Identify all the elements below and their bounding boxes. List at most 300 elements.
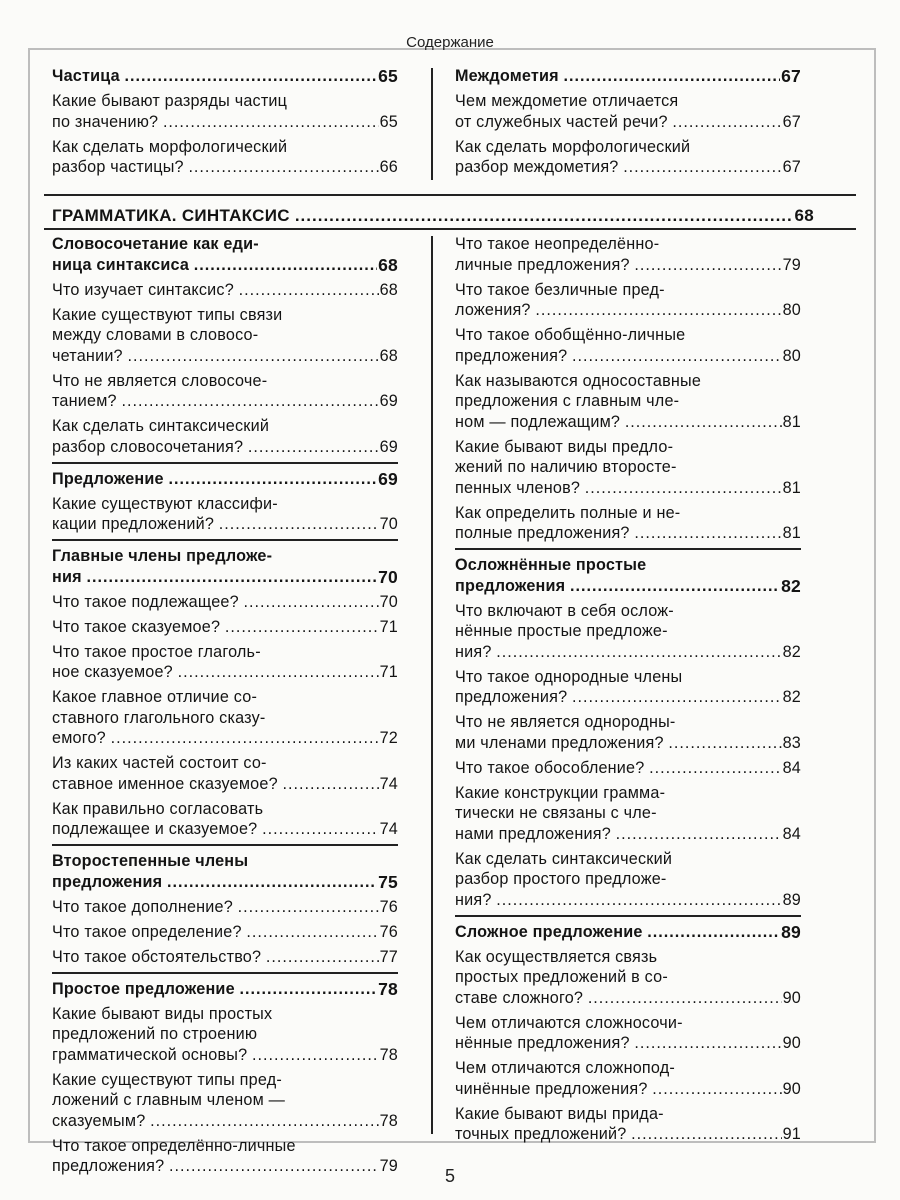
toc-text: Чем отличаются сложносочи- [455,1013,683,1032]
toc-entry [455,325,801,366]
toc-line [455,1079,801,1100]
leader-dots [239,280,379,301]
toc-page-number: 68 [379,346,398,365]
toc-line [52,157,398,178]
toc-page-number: 79 [782,255,801,274]
toc-text: Что такое неопределённо- [455,235,660,253]
toc-text: ния? [455,890,497,909]
toc-text: разбор простого предложе- [455,870,667,888]
toc-line [52,305,398,326]
toc-page-number: 68 [378,254,398,275]
toc-text: Что такое дополнение? [52,897,238,916]
toc-text: Что такое определённо-личные [52,1136,296,1155]
toc-line [52,469,398,490]
toc-line [52,819,398,840]
toc-line [455,300,801,321]
toc-entry [52,897,398,918]
toc-entry [52,280,398,301]
toc-line [455,157,801,178]
toc-entry [52,91,398,132]
toc-entry [455,137,801,178]
toc-text: Осложнённые простые [455,556,647,574]
toc-page-number: 76 [379,922,398,941]
toc-page-number: 72 [379,729,398,747]
toc-page-number: 90 [782,988,801,1007]
toc-text: разбор словосочетания? [52,437,248,456]
section-title-text: ГРАММАТИКА. СИНТАКСИС [52,206,295,225]
toc-page-number: 78 [379,1111,398,1130]
toc-line [455,1013,801,1034]
toc-line [455,988,801,1009]
toc-text: тически не связаны с чле- [455,804,657,822]
leader-dots [570,576,780,597]
toc-line [455,869,801,890]
toc-line [52,1090,398,1111]
toc-text: ставе сложного? [455,988,588,1007]
toc-entry [455,667,801,708]
toc-entry [52,642,398,683]
toc-page-number: 75 [378,871,398,892]
toc-entry [52,371,398,412]
toc-page-number: 66 [379,158,398,176]
toc-line [52,280,398,301]
leader-dots [625,412,782,433]
toc-text: четании? [52,346,128,365]
toc-page-number: 71 [379,663,398,681]
toc-line [455,890,801,911]
toc-page-number: 65 [378,66,398,86]
toc-page-number: 69 [379,437,398,456]
toc-line [52,947,398,968]
toc-heading [52,234,398,275]
toc-text: предложения? [455,346,572,365]
toc-entry [455,234,801,275]
toc-line [52,494,398,515]
toc-text: Какие конструкции грамма- [455,783,666,802]
toc-entry [52,617,398,638]
toc-left-column [52,234,398,1181]
toc-page-number: 74 [379,774,398,793]
toc-line [52,1004,398,1025]
rule-above-section [44,194,856,196]
toc-text: танием? [52,392,122,410]
toc-text: Что такое однородные члены [455,667,683,686]
toc-line [455,346,801,367]
toc-text: Чем междометие отличается [455,92,679,110]
toc-page-number: 90 [782,1079,801,1098]
toc-text: Что такое сказуемое? [52,617,225,636]
toc-text: Как называются односоставные [455,371,702,390]
toc-line [52,325,398,346]
toc-line [455,91,801,112]
toc-line [52,897,398,918]
toc-text: предложения с главным чле- [455,392,680,410]
leader-dots [631,1124,781,1145]
toc-text: от служебных частей речи? [455,112,673,131]
toc-page-number: 82 [781,575,801,596]
toc-text: нами предложения? [455,824,616,843]
toc-line [455,391,801,412]
toc-line [455,758,801,779]
toc-line [52,567,398,588]
toc-line [52,66,398,87]
toc-page-number: 89 [782,890,801,909]
leader-dots [248,437,379,458]
toc-line [52,391,398,412]
toc-heading [455,548,801,596]
toc-heading [455,915,801,943]
leader-dots [647,922,780,943]
toc-page-number: 82 [782,642,801,661]
toc-text: Какие существуют типы связи [52,305,283,324]
toc-line [455,849,801,870]
toc-heading [52,539,398,587]
toc-heading [52,972,398,1000]
toc-text: Что включают в себя ослож- [455,601,674,620]
leader-dots [194,255,377,276]
leader-dots [668,733,781,754]
leader-dots [111,728,379,749]
toc-line [455,1058,801,1079]
leader-dots [239,979,377,1000]
leader-dots [266,947,379,968]
toc-page-number: 78 [378,978,398,999]
toc-text: емого? [52,729,111,747]
toc-line [52,137,398,158]
toc-heading [52,66,398,87]
toc-text: нённые предложения? [455,1034,635,1052]
toc-text: Что изучает синтаксис? [52,280,239,299]
toc-page-number: 71 [379,617,398,636]
leader-dots [150,1111,378,1132]
leader-dots [496,890,781,911]
toc-top-right-column [455,66,801,182]
toc-line [455,687,801,708]
leader-dots [588,988,782,1009]
toc-line [52,234,398,255]
toc-page-number: 70 [379,592,398,611]
toc-line [52,416,398,437]
toc-line [455,601,801,622]
leader-dots [238,897,379,918]
toc-heading [52,462,398,490]
toc-line [52,112,398,133]
toc-line [52,592,398,613]
leader-dots [634,523,781,544]
toc-right-column [455,234,801,1149]
toc-line [52,1024,398,1045]
toc-entry [52,305,398,367]
toc-entry [455,712,801,753]
toc-entry [52,922,398,943]
toc-line [52,979,398,1000]
toc-text: ном — подлежащим? [455,412,625,431]
toc-line [455,576,801,597]
toc-page-number: 67 [782,158,801,176]
toc-line [455,255,801,276]
toc-line [455,642,801,663]
toc-page-number: 67 [781,66,801,86]
toc-page-number: 89 [781,921,801,942]
toc-page-number: 69 [378,468,398,489]
toc-line [455,523,801,544]
toc-text: Как правильно согласовать [52,799,264,818]
toc-text: Что такое обстоятельство? [52,947,266,966]
leader-dots [125,66,378,87]
toc-text: Какие бывают виды прида- [455,1104,664,1123]
toc-line [52,617,398,638]
toc-entry [455,1013,801,1054]
toc-text: разбор междометия? [455,158,624,176]
toc-line [455,503,801,524]
toc-text: Простое предложение [52,979,240,998]
toc-text: Предложение [52,469,169,488]
toc-text: жений по наличию второсте- [455,458,677,476]
toc-line [52,799,398,820]
toc-line [455,234,801,255]
toc-line [455,1104,801,1125]
toc-text: полные предложения? [455,524,635,542]
leader-dots [219,514,379,535]
leader-dots [168,469,377,490]
leader-dots [623,157,781,178]
toc-entry [455,91,801,132]
toc-line [455,437,801,458]
toc-line [52,1111,398,1132]
toc-heading [455,66,801,87]
toc-line [455,112,801,133]
toc-line [455,371,801,392]
toc-text: Как сделать морфологический [455,137,691,156]
toc-line [52,255,398,276]
toc-line [455,478,801,499]
toc-entry [455,947,801,1009]
toc-text: ставного глагольного сказу- [52,708,266,727]
toc-line [52,1136,398,1157]
toc-entry [52,592,398,613]
toc-text: Словосочетание как еди- [52,235,259,253]
toc-line [52,774,398,795]
toc-line [455,137,801,158]
toc-line [455,325,801,346]
toc-line [52,514,398,535]
page-number: 5 [444,1166,455,1186]
toc-text: предложения [455,576,571,595]
toc-text: предложения? [52,1157,169,1175]
toc-text: разбор частицы? [52,158,189,176]
toc-line [52,346,398,367]
leader-dots [649,758,781,779]
toc-page-number: 90 [782,1034,801,1052]
toc-text: Главные члены предложе- [52,547,273,565]
section-page-number: 68 [794,206,814,225]
toc-text: предложения [52,872,168,891]
toc-line [455,712,801,733]
toc-line [455,555,801,576]
leader-dots [572,687,782,708]
leader-dots [564,66,781,87]
toc-line [52,662,398,683]
toc-line [52,371,398,392]
toc-line [52,922,398,943]
toc-page-number: 65 [379,112,398,131]
toc-entry [455,849,801,911]
toc-entry [52,416,398,457]
toc-top-left-column [52,66,398,182]
toc-line [455,733,801,754]
toc-line [455,922,801,943]
toc-text: ложения? [455,301,536,319]
leader-dots [572,346,782,367]
leader-dots [86,567,377,588]
leader-dots [262,819,379,840]
toc-line [52,91,398,112]
toc-text: Сложное предложение [455,922,648,941]
toc-text: ложений с главным членом — [52,1091,286,1109]
toc-text: Как сделать синтаксический [52,417,270,435]
toc-heading [52,844,398,892]
toc-line [455,66,801,87]
toc-entry [455,437,801,499]
toc-text: Что такое обобщённо-личные [455,326,686,344]
toc-entry [455,783,801,845]
toc-page-number: 67 [782,112,801,131]
toc-text: простых предложений в со- [455,968,668,986]
toc-text: Что не является однородны- [455,713,676,731]
toc-text: Что такое подлежащее? [52,592,244,611]
toc-line [52,708,398,729]
toc-text: Какое главное отличие со- [52,688,258,706]
toc-text: Какие бывают виды простых [52,1004,273,1023]
leader-dots [225,617,379,638]
toc-entry [455,1104,801,1145]
toc-line [52,872,398,893]
toc-text: грамматической основы? [52,1045,252,1064]
toc-text: точных предложений? [455,1125,632,1143]
toc-text: Из каких частей состоит со- [52,754,267,772]
toc-page-number: 79 [379,1157,398,1175]
toc-entry [455,601,801,663]
leader-dots [178,662,379,683]
leader-dots [652,1079,781,1100]
toc-entry [455,371,801,433]
toc-text: ния? [455,642,497,661]
toc-text: ния [52,567,87,586]
toc-page-number: 81 [782,478,801,497]
toc-page-number: 82 [782,688,801,706]
toc-text: чинённые предложения? [455,1079,653,1098]
toc-text: кации предложений? [52,515,219,533]
toc-text: Что такое безличные пред- [455,280,665,299]
leader-dots [188,157,378,178]
toc-page-number: 74 [379,820,398,838]
toc-text: ное сказуемое? [52,663,178,681]
toc-entry [455,758,801,779]
toc-text: Что такое простое глаголь- [52,642,261,661]
toc-line [52,437,398,458]
leader-dots [282,774,378,795]
toc-line [52,546,398,567]
toc-line [455,1124,801,1145]
toc-page-number: 70 [378,566,398,587]
toc-text: Какие существуют типы пред- [52,1070,282,1089]
toc-page-number: 91 [782,1125,801,1143]
toc-text: ми членами предложения? [455,733,669,752]
toc-entry [52,799,398,840]
toc-entry [52,687,398,749]
toc-text: ставное именное сказуемое? [52,774,283,793]
toc-line [52,728,398,749]
leader-dots [496,642,781,663]
toc-entry [52,1004,398,1066]
leader-dots [163,112,379,133]
toc-line [455,824,801,845]
column-divider-top [431,68,433,180]
toc-text: Как определить полные и не- [455,503,681,522]
leader-dots [634,255,781,276]
toc-text: нённые простые предложе- [455,622,668,640]
leader-dots [121,391,378,412]
leader-dots [616,824,782,845]
toc-page-number: 77 [379,947,398,966]
toc-text: Какие бывают разряды частиц [52,92,288,110]
section-title [52,205,814,227]
toc-text: пенных членов? [455,478,585,497]
toc-line [52,687,398,708]
toc-line [455,947,801,968]
toc-page-number: 81 [782,412,801,431]
toc-text: личные предложения? [455,255,635,274]
toc-page-number: 84 [782,824,801,843]
toc-entry [52,753,398,794]
toc-entry [52,137,398,178]
toc-line [455,1033,801,1054]
toc-line [52,1070,398,1091]
toc-text: подлежащее и сказуемое? [52,820,263,838]
leader-dots [127,346,378,367]
toc-page-number: 80 [782,301,801,319]
toc-text: Что не является словосоче- [52,371,268,390]
toc-text: Что такое определение? [52,922,247,941]
toc-line [455,280,801,301]
toc-text: Какие бывают виды предло- [455,437,674,456]
toc-page-number: 69 [379,392,398,410]
toc-line [455,621,801,642]
toc-entry [455,280,801,321]
toc-text: ница синтаксиса [52,255,194,274]
toc-text: Второстепенные члены [52,852,249,870]
toc-text: предложения? [455,688,572,706]
rule-below-section [44,228,856,230]
running-head: Содержание [406,34,494,51]
leader-dots [295,205,794,227]
toc-line [52,642,398,663]
leader-dots [244,592,379,613]
leader-dots [246,922,378,943]
leader-dots [252,1045,379,1066]
toc-text: Междометия [455,67,564,85]
toc-page-number: 81 [782,524,801,542]
toc-page-number: 84 [782,758,801,777]
toc-line [52,851,398,872]
toc-line [455,803,801,824]
leader-dots [167,872,377,893]
toc-text: сказуемым? [52,1111,151,1130]
toc-text: Как сделать морфологический [52,137,288,156]
toc-entry [52,1070,398,1132]
toc-entry [52,947,398,968]
toc-text: Как осуществляется связь [455,947,658,966]
